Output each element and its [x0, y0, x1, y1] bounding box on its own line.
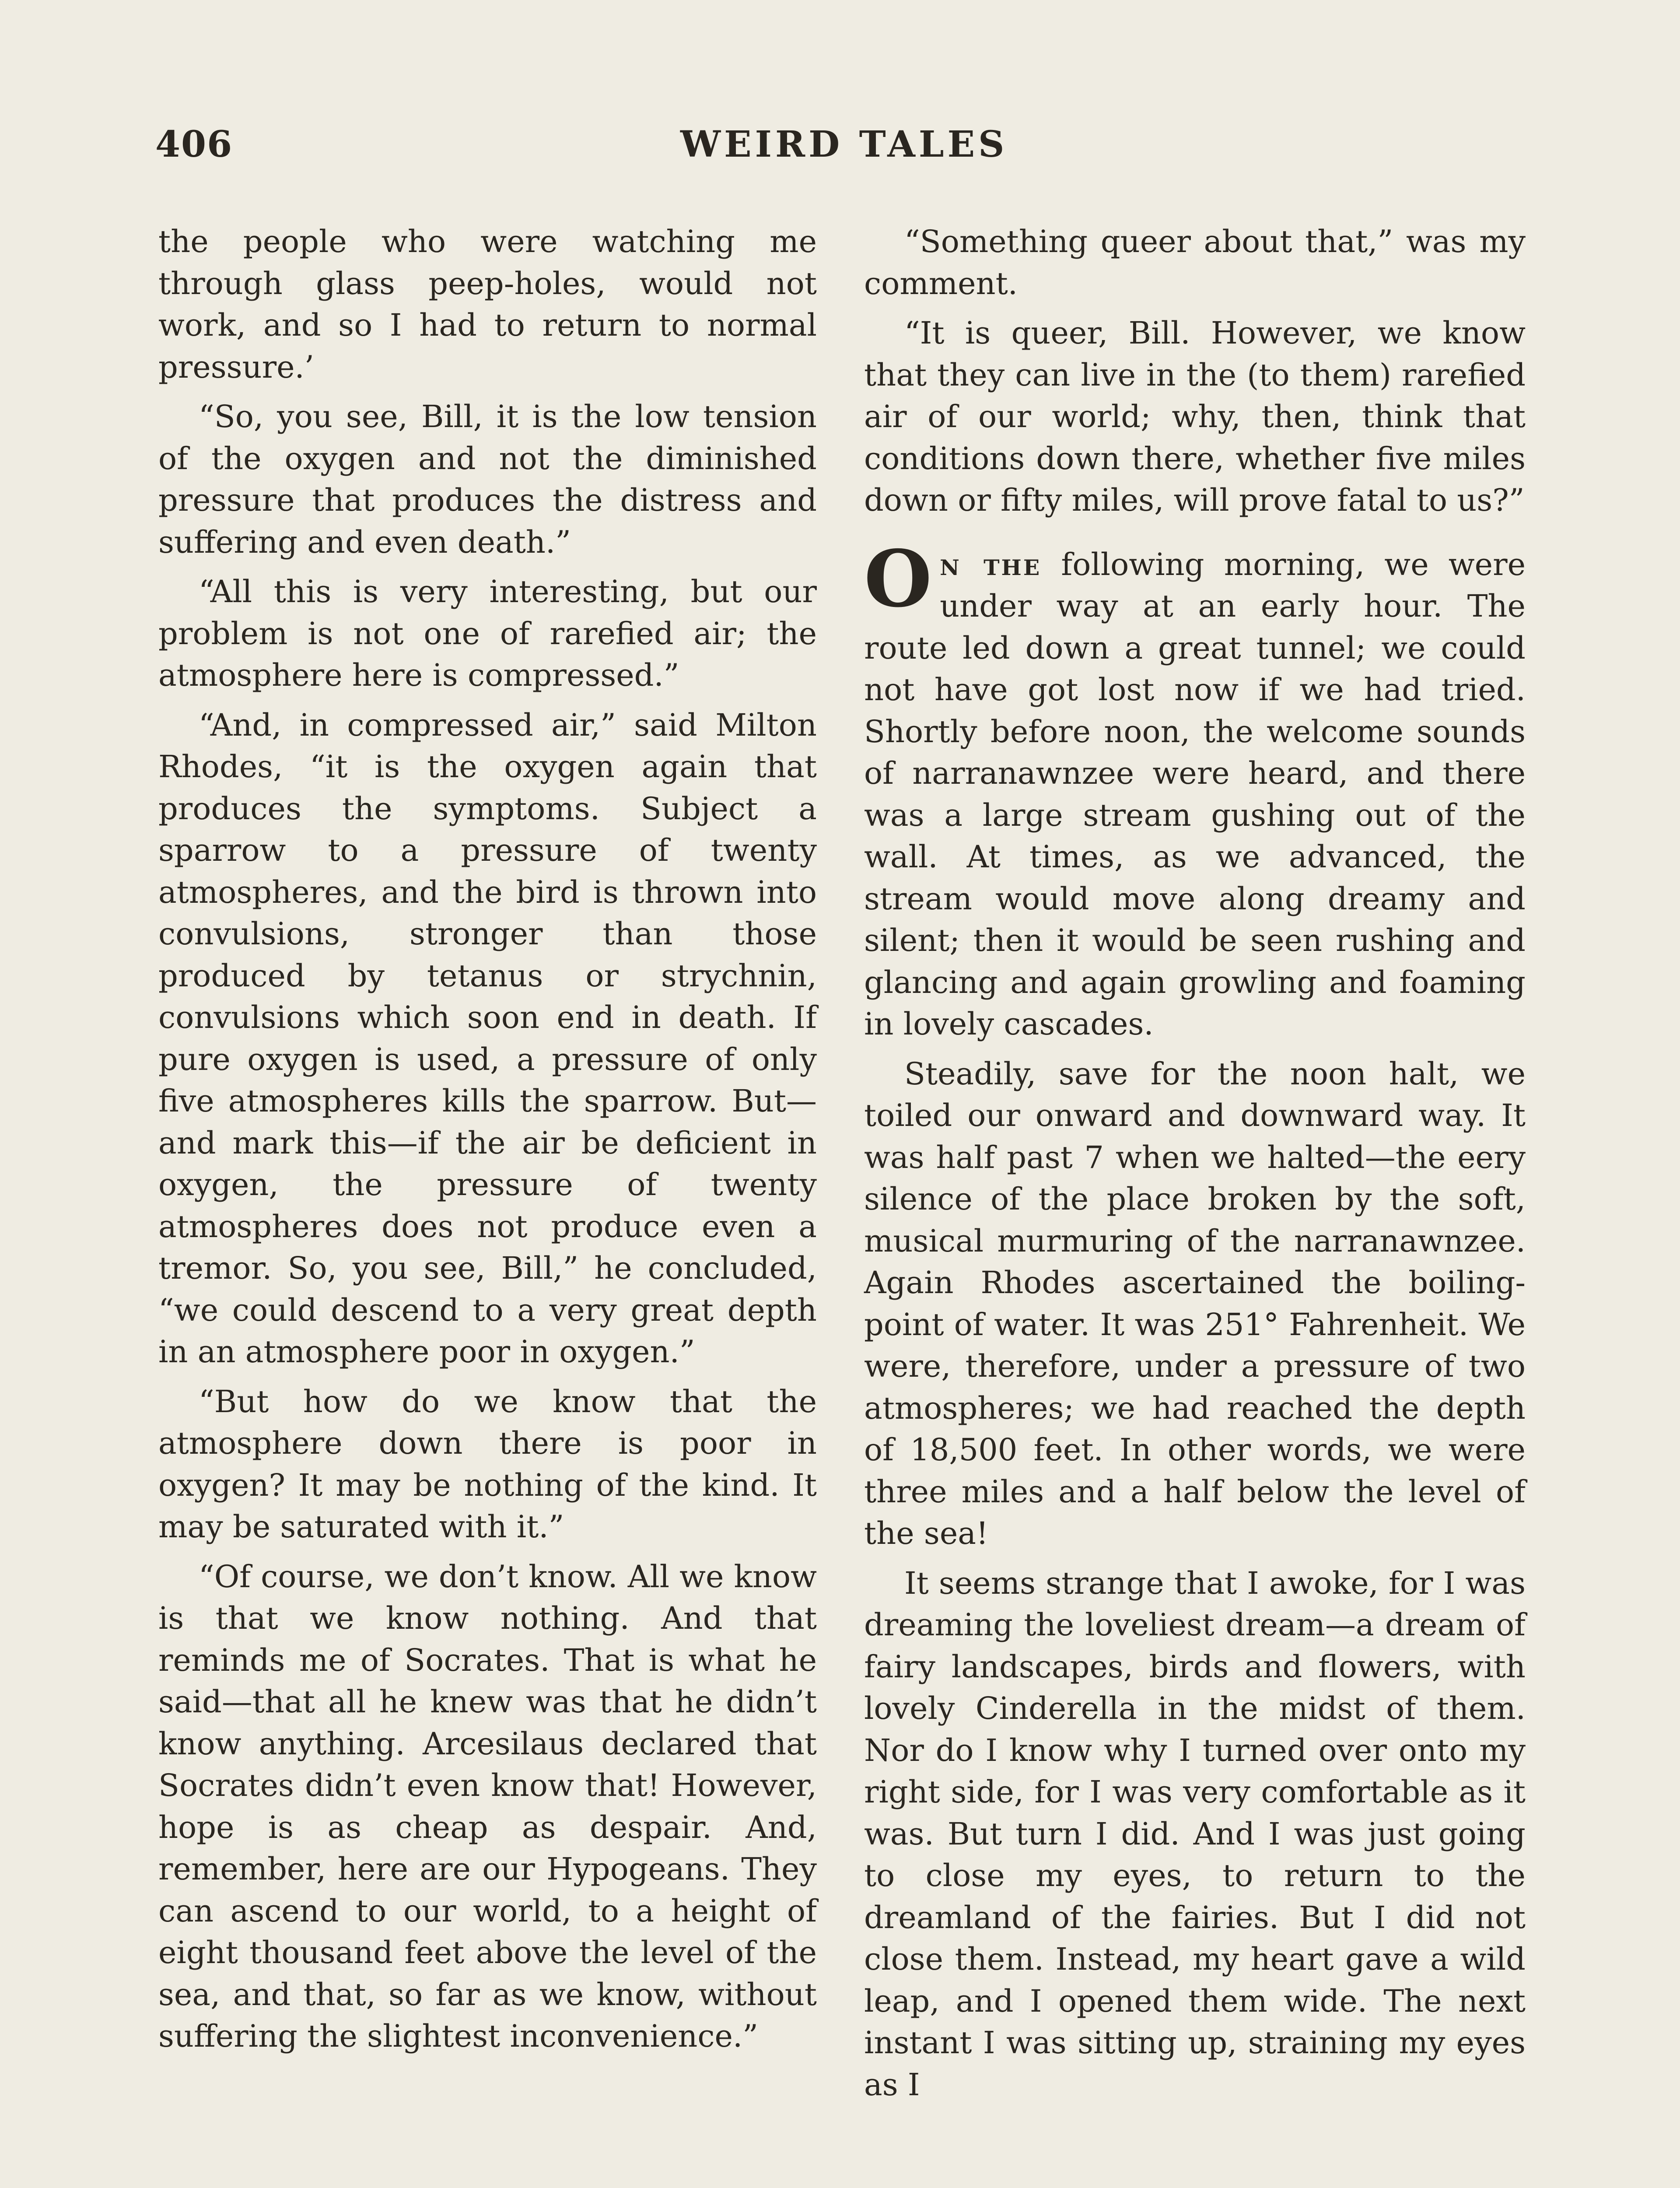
small-caps-lead: n the: [940, 546, 1042, 582]
drop-cap: O: [864, 533, 932, 624]
paragraph: “Of course, we don’t know. All we know is that we know nothing. And that reminds me of Socrates. That is what he said—that all he knew was that he didn’t know anything. Arcesilaus declared that Socrates didn’t even know that! However, hope is as cheap as despair. And, remember, here are our Hypogeans. They can ascend to our world, to a height of eight thousand feet above the level of the sea, and that, so far as we know, without suffering the slightest inconvenience.”: [158, 1558, 817, 2054]
running-head: WEIRD TALES: [680, 123, 1008, 165]
paragraph: “But how do we know that the atmosphere down there is poor in oxygen? It may be nothing of the kind. It may be saturated with it.”: [158, 1383, 817, 1545]
paragraph: “Something queer about that,” was my comment.: [864, 224, 1526, 302]
left-column: [158, 221, 817, 2188]
paragraph: Steadily, save for the noon halt, we toiled our onward and downward way. It was half past 7 when we halted—the eery silence of the place broken by the soft, musical murmuring of the narranawnzee. Again Rhodes ascertained the boiling-point of water. It was 251° Fahrenheit. We were, therefore, under a pressure of two atmospheres; we had reached the depth of 18,500 feet. In other words, we were three miles and a half below the level of the sea!: [864, 1055, 1526, 1551]
paragraph: “All this is very interesting, but our problem is not one of rarefied air; the atmosphere here is compressed.”: [158, 574, 817, 693]
page-number: 406: [155, 123, 233, 165]
paragraph: “So, you see, Bill, it is the low tension of the oxygen and not the diminished pressure that produces the distress and suffering and even death.”: [158, 399, 817, 560]
right-column: [864, 221, 1526, 2188]
paragraph: “It is queer, Bill. However, we know that they can live in the (to them) rarefied air of our world; why, then, think that conditions down there, whether five miles down or fifty miles, will prove fatal to us?”: [864, 315, 1526, 518]
paragraph: “And, in compressed air,” said Milton Rhodes, “it is the oxygen again that produces the symptoms. Subject a sparrow to a pressure of twenty atmospheres, and the bird is thrown into convulsions, stronger than those produced by tetanus or strychnin, convulsions which soon end in death. If pure oxygen is used, a pressure of only five atmospheres kills the sparrow. But—and mark this—if the air be deficient in oxygen, the pressure of twenty atmospheres does not produce even a tremor. So, you see, Bill,” he concluded, “we could descend to a very great depth in an atmosphere poor in oxygen.”: [158, 707, 817, 1370]
section-opening-paragraph: [864, 533, 1526, 1045]
paragraph: It seems strange that I awoke, for I was dreaming the loveliest dream—a dream of fairy landscapes, birds and flowers, with lovely Cinderella in the midst of them. Nor do I know why I turned over onto my right side, for I was very comfortable as it was. But turn I did. And I was just going to close my eyes, to return to the dreamland of the fairies. But I did not close them. Instead, my heart gave a wild leap, and I opened them wide. The next instant I was sitting up, straining my eyes as I: [864, 1565, 1526, 2103]
paragraph: the people who were watching me through glass peep-holes, would not work, and so I had to return to normal pressure.’: [158, 224, 817, 385]
paragraph-text: following morning, we were under way at an early hour. The route led down a great tunnel; we could not have got lost now if we had tried. Shortly before noon, the welcome sounds of narranawnzee were heard, and there was a large stream gushing out of the wall. At times, as we advanced, the stream would move along dreamy and silent; then it would be seen rushing and glancing and again growling and foaming in lovely cascades.: [864, 546, 1526, 1042]
